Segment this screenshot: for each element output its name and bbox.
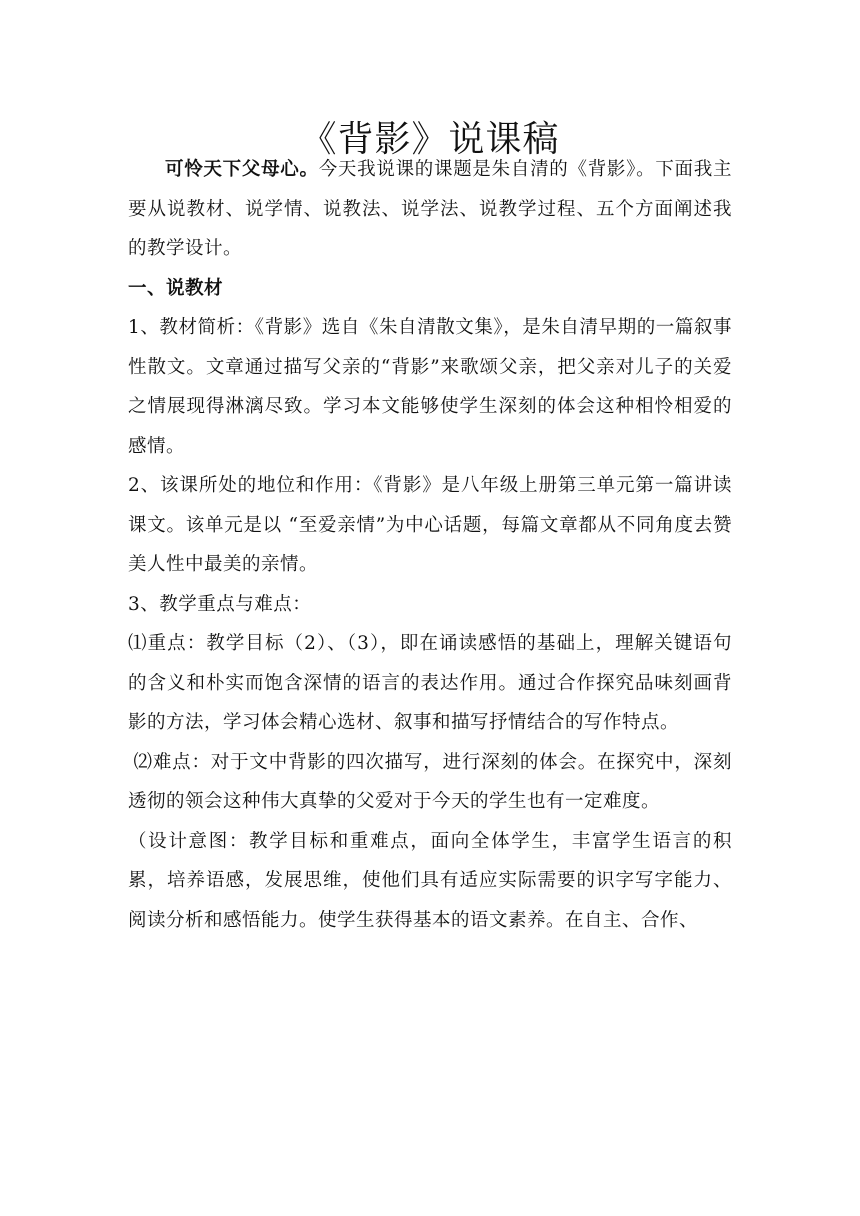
design-intent-paragraph: （设计意图：教学目标和重难点，面向全体学生，丰富学生语言的积累，培养语感，发展思维，使他们具有适应实际需要的识字写字能力、阅读分析和感悟能力。使学生获得基本的语文素养。在自主、合作、 (128, 830, 732, 931)
document-body (128, 150, 732, 940)
document-title: 《背影》说课稿 (300, 119, 560, 160)
intro-lead: 可怜天下父母心。 (165, 159, 319, 180)
intro-text: 今天我说课的课题是朱自清的《背影》。下面我主要从说教材、说学情、说教法、说学法、说教学过程、五个方面阐述我的教学设计。 (128, 159, 732, 259)
key-point-paragraph: ⑴重点：教学目标（2）、（3），即在诵读感悟的基础上，理解关键语句的含义和朴实而饱含深情的语言的表达作用。通过合作探究品味刻画背影的方法，学习体会精心选材、叙事和描写抒情结合的写作特点。 (128, 633, 732, 733)
section-heading: 一、说教材 (128, 277, 224, 299)
item-key-difficult-heading: 3、教学重点与难点： (128, 593, 312, 615)
item-position-role: 2、该课所处的地位和作用：《背影》是八年级上册第三单元第一篇讲读课文。该单元是以 “至爱亲情”为中心话题，每篇文章都从不同角度去赞美人性中最美的亲情。 (128, 475, 732, 575)
difficult-point-paragraph: ⑵难点：对于文中背影的四次描写，进行深刻的体会。在探究中，深刻透彻的领会这种伟大真挚的父爱对于今天的学生也有一定难度。 (128, 751, 732, 812)
intro-paragraph (128, 150, 732, 269)
item-textbook-analysis: 1、教材简析：《背影》选自《朱自清散文集》，是朱自清早期的一篇叙事性散文。文章通过描写父亲的“背影”来歌颂父亲，把父亲对儿子的关爱之情展现得淋漓尽致。学习本文能够使学生深刻的体会这种相怜相爱的感情。 (128, 317, 732, 457)
